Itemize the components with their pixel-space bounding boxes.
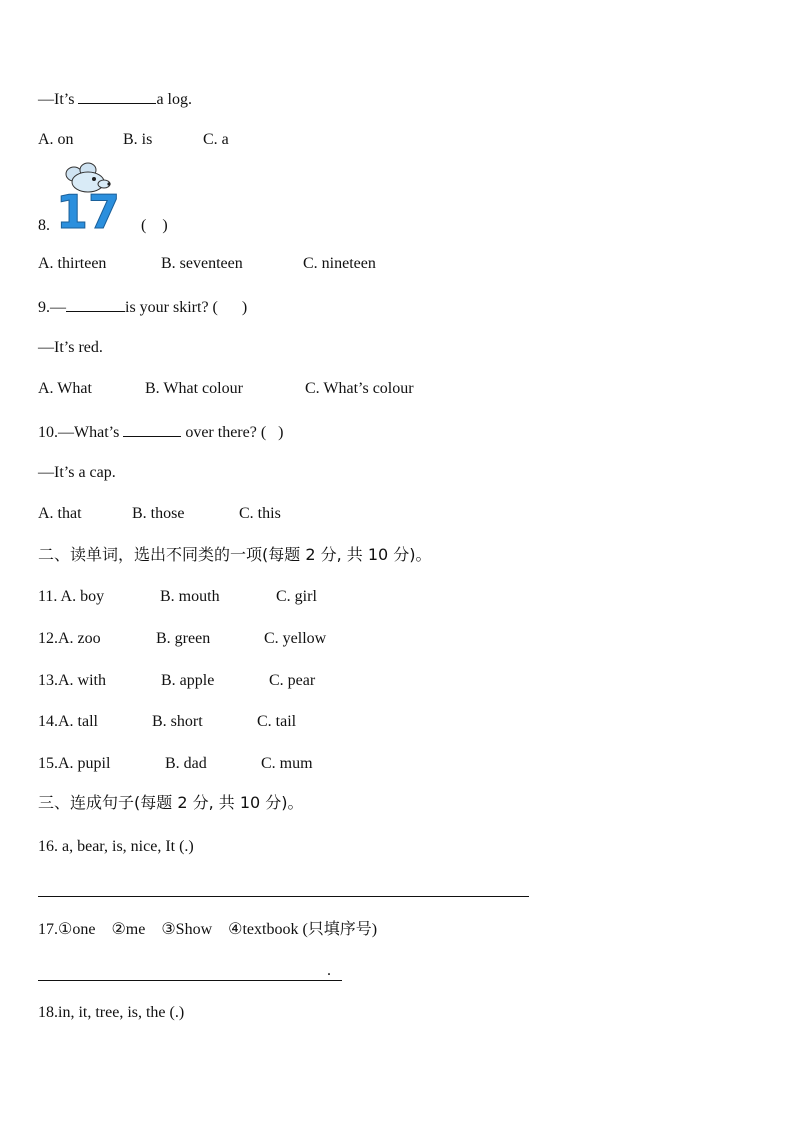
- q12-option-b: B. green: [156, 630, 211, 647]
- q17-answer-line[interactable]: [38, 980, 342, 981]
- q9-option-a: A. What: [38, 380, 92, 397]
- q8-option-b: B. seventeen: [161, 255, 243, 272]
- q10-question: [38, 421, 284, 443]
- q9-option-c: C. What’s colour: [305, 380, 414, 397]
- q11-option-c: C. girl: [276, 588, 317, 605]
- q14-number: 14.: [38, 713, 58, 730]
- section-2-heading: 二、读单词，选出不同类的一项(每题 2 分, 共 10 分)。: [38, 545, 432, 564]
- q15-row: [38, 754, 313, 774]
- q8-number: 8.: [38, 217, 50, 234]
- q16-prompt: 16. a, bear, is, nice, It (.): [38, 838, 194, 855]
- q12-row: [38, 629, 326, 649]
- q7-answer-line: [38, 88, 192, 110]
- q17-period: .: [327, 962, 331, 979]
- q12-number: 12.: [38, 630, 58, 647]
- q8-answer-parens[interactable]: ( ): [141, 217, 168, 234]
- q9-prefix: 9.—: [38, 299, 66, 316]
- q7-answer-suffix: a log.: [156, 91, 192, 108]
- q12-option-a: A. zoo: [58, 630, 101, 647]
- q8-option-a: A. thirteen: [38, 255, 107, 272]
- q17-prompt: 17.①one ②me ③Show ④textbook (只填序号): [38, 921, 378, 938]
- q15-option-c: C. mum: [261, 755, 313, 772]
- q7-answer-prefix: —It’s: [38, 91, 79, 108]
- q8-option-c: C. nineteen: [303, 255, 376, 272]
- q15-number: 15.: [38, 755, 58, 772]
- q11-option-b: B. mouth: [160, 588, 220, 605]
- q15-option-a: A. pupil: [58, 755, 111, 772]
- q11-option-a: A. boy: [60, 588, 105, 605]
- q15-option-b: B. dad: [165, 755, 207, 772]
- q9-options: [38, 379, 414, 399]
- q10-option-b: B. those: [132, 505, 185, 522]
- q8-options: [38, 254, 376, 274]
- q10-options: [38, 504, 281, 524]
- q12-option-c: C. yellow: [264, 630, 327, 647]
- picture-number-text: 17: [56, 185, 121, 232]
- q7-blank[interactable]: [78, 88, 156, 104]
- q14-row: [38, 712, 296, 732]
- q13-option-b: B. apple: [161, 672, 215, 689]
- q7-option-a: A. on: [38, 131, 74, 148]
- q13-number: 13.: [38, 672, 58, 689]
- q10-answer: —It’s a cap.: [38, 464, 116, 481]
- q13-option-c: C. pear: [269, 672, 316, 689]
- q9-question: [38, 296, 247, 318]
- q14-option-c: C. tail: [257, 713, 297, 730]
- q13-row: [38, 671, 315, 691]
- q9-blank[interactable]: [66, 296, 125, 312]
- q13-option-a: A. with: [58, 672, 106, 689]
- q11-row: [38, 587, 317, 607]
- q18-prompt: 18.in, it, tree, is, the (.): [38, 1004, 185, 1021]
- q10-option-c: C. this: [239, 505, 281, 522]
- q9-option-b: B. What colour: [145, 380, 243, 397]
- q10-suffix: over there? ( ): [181, 424, 284, 441]
- q11-number: 11.: [38, 588, 61, 605]
- q8-line: [38, 216, 168, 236]
- section-3-heading: 三、连成句子(每题 2 分, 共 10 分)。: [38, 793, 304, 812]
- q7-option-b: B. is: [123, 131, 153, 148]
- q10-prefix: 10.—What’s: [38, 424, 124, 441]
- q10-option-a: A. that: [38, 505, 82, 522]
- q10-blank[interactable]: [123, 421, 181, 437]
- q7-options: [38, 130, 229, 150]
- q14-option-a: A. tall: [58, 713, 98, 730]
- q14-option-b: B. short: [152, 713, 203, 730]
- q16-answer-line[interactable]: [38, 896, 529, 897]
- q7-option-c: C. a: [203, 131, 229, 148]
- q9-suffix: is your skirt? ( ): [125, 299, 248, 316]
- q9-answer: —It’s red.: [38, 339, 103, 356]
